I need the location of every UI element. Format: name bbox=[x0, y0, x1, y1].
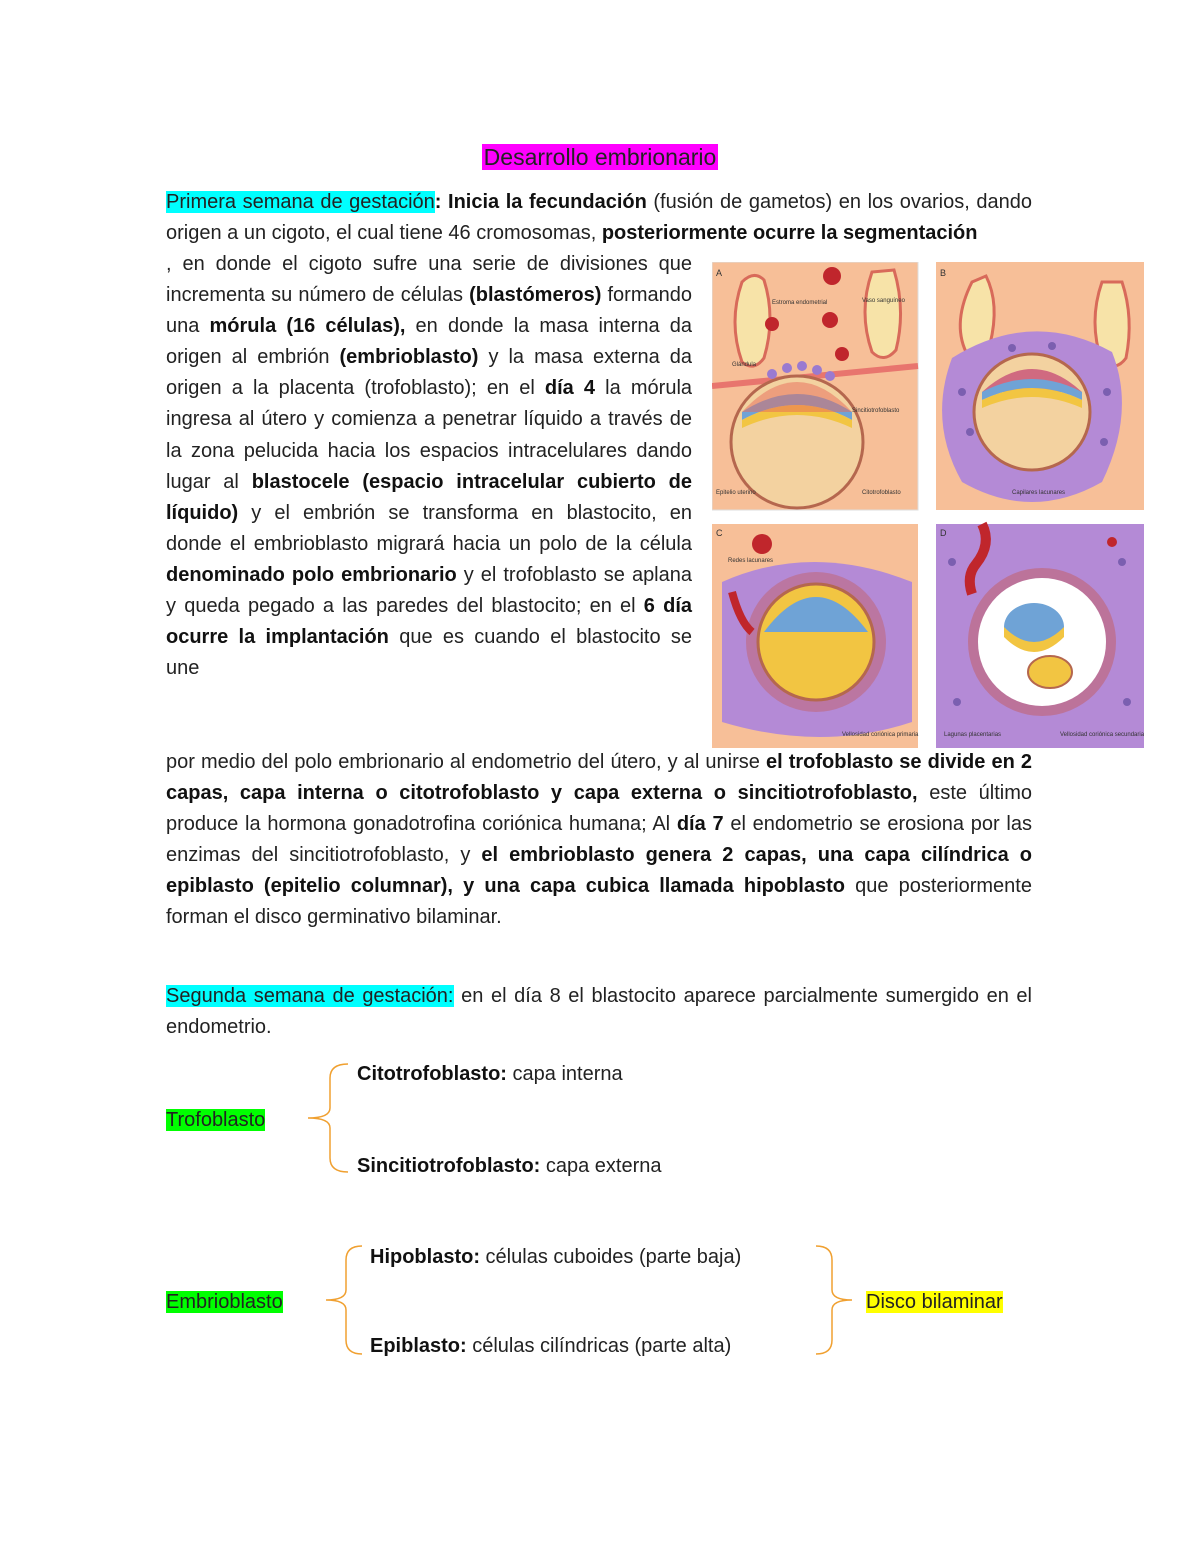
implantation-figure bbox=[712, 262, 1144, 748]
embrioblasto-right-brace bbox=[812, 1242, 856, 1358]
d-label-lagunas: Lagunas placentarias bbox=[944, 732, 1002, 738]
panel-a bbox=[712, 262, 918, 510]
panel-b-letter: B bbox=[940, 268, 947, 278]
week2-paragraph: Segunda semana de gestación: en el día 8 el blastocito aparece parcialmente sumergido en el endometrio. bbox=[166, 985, 1033, 1039]
week1-heading: Primera semana de gestación bbox=[166, 191, 435, 213]
disco-bilaminar-label: Disco bilaminar bbox=[866, 1291, 1003, 1313]
week2-heading: Segunda semana de gestación: bbox=[166, 985, 454, 1007]
b-label-capilares: Capilares lacunares bbox=[1012, 490, 1066, 496]
a-label-citotrofo: Citotrofoblasto bbox=[862, 490, 901, 496]
d-label-vellosidad: Vellosidad coriónica secundaria bbox=[1060, 732, 1144, 738]
epiblasto-item: Epiblasto: células cilíndricas (parte alta) bbox=[370, 1335, 732, 1357]
hipoblasto-item: Hipoblasto: células cuboides (parte baja) bbox=[370, 1246, 742, 1268]
trofoblasto-label: Trofoblasto bbox=[166, 1109, 266, 1131]
embrioblasto-label: Embrioblasto bbox=[166, 1291, 283, 1313]
a-label-epitelio: Epitelio uterino bbox=[716, 490, 756, 496]
panel-d bbox=[936, 524, 1144, 748]
c-label-vellosidad: Vellosidad coriónica primaria bbox=[842, 732, 919, 738]
page-title: Desarrollo embrionario bbox=[483, 144, 717, 170]
a-label-glandula: Glándula bbox=[732, 362, 757, 368]
panel-d-letter: D bbox=[940, 528, 947, 538]
panel-c bbox=[712, 524, 919, 748]
a-label-sincitio: Sincitiotrofoblasto bbox=[852, 408, 900, 414]
panel-b bbox=[936, 262, 1144, 510]
citotrofoblasto-item: Citotrofoblasto: capa interna bbox=[357, 1063, 623, 1085]
trofoblasto-brace bbox=[302, 1060, 352, 1176]
a-label-vaso: Vaso sanguíneo bbox=[862, 298, 905, 304]
panel-a-letter: A bbox=[716, 268, 723, 278]
week1-wrapped-text: , en donde el cigoto sufre una serie de divisiones que incrementa su número de células (blastómeros) formando una mórula (16 células), en donde la masa interna da origen al embrión (embrioblasto) y la masa externa da origen a la placenta (trofoblasto); en el día 4 la mórula ingresa al útero y comienza a penetrar líquido a través de la zona pelucida hacia los espacios intracelulares dando lugar al blastocele (espacio intracelular cubierto de líquido) y el embrión se transforma en blastocito, en donde el embrioblasto migrará hacia un polo de la célula denominado polo embrionario y el trofoblasto se aplana y queda pegado a las paredes del blastocito; en el 6 día ocurre la implantación que es cuando el blastocito se une bbox=[166, 253, 693, 680]
a-label-estroma: Estroma endometrial bbox=[772, 300, 828, 306]
c-label-redes: Redes lacunares bbox=[728, 558, 774, 564]
sincitiotrofoblasto-item: Sincitiotrofoblasto: capa externa bbox=[357, 1155, 662, 1177]
week1-paragraph: Primera semana de gestación: Inicia la fecundación (fusión de gametos) en los ovarios, dando origen a un cigoto, el cual tiene 46 cromosomas, posteriormente ocurre la segmentación bbox=[166, 191, 1032, 245]
embrioblasto-left-brace bbox=[322, 1242, 366, 1358]
panel-c-letter: C bbox=[716, 528, 723, 538]
week1-continuation: por medio del polo embrionario al endometrio del útero, y al unirse el trofoblasto se divide en 2 capas, capa interna o citotrofoblasto y capa externa o sincitiotrofoblasto, este último produce la hormona gonadotrofina coriónica humana; Al día 7 el endometrio se erosiona por las enzimas del sincitiotrofoblasto, y el embrioblasto genera 2 capas, una capa cilíndrica o epiblasto (epitelio columnar), y una capa cubica llamada hipoblasto que posteriormente forman el disco germinativo bilaminar. bbox=[166, 751, 1033, 929]
